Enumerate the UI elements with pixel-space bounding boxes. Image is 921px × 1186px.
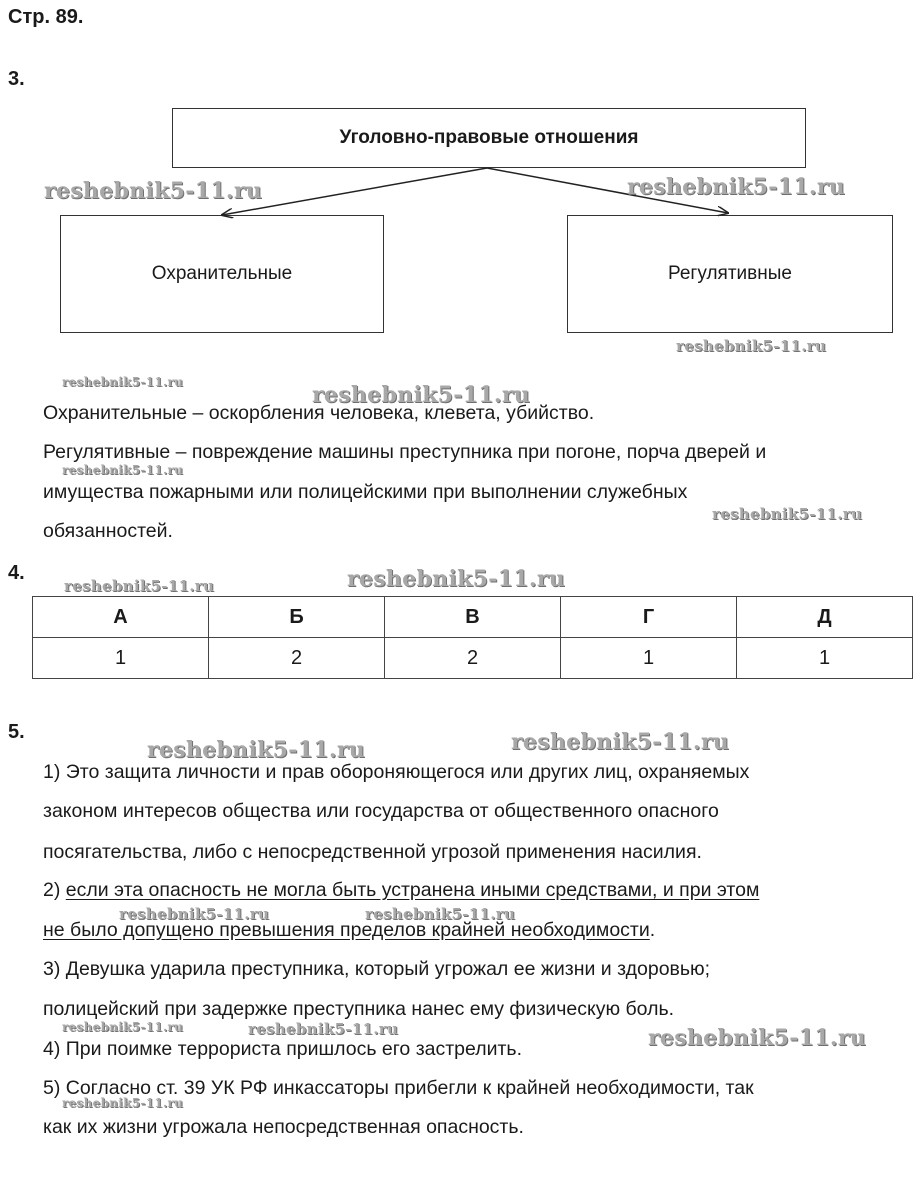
watermark: reshebnik5-11.ru: [64, 577, 215, 595]
watermark: reshebnik5-11.ru: [62, 463, 184, 477]
q5-line-3: посягательства, либо с непосредственной угрозой применения насилия.: [43, 841, 702, 863]
watermark: reshebnik5-11.ru: [648, 1025, 867, 1051]
watermark: reshebnik5-11.ru: [248, 1020, 399, 1038]
watermark: reshebnik5-11.ru: [62, 1020, 184, 1034]
q5-item-2-underlined-b: не было допущено превышения пределов крайней необходимости: [43, 919, 650, 941]
table-header-cell: Д: [737, 597, 913, 638]
q5-line-10: как их жизни угрожала непосредственная опасность.: [43, 1116, 524, 1138]
q5-line-8: 4) При поимке террориста пришлось его застрелить.: [43, 1038, 522, 1060]
table-header-cell: Г: [561, 597, 737, 638]
watermark: reshebnik5-11.ru: [312, 382, 531, 408]
table-header-cell: А: [33, 597, 209, 638]
question-5-number: 5.: [8, 721, 25, 743]
answers-table: [32, 596, 913, 679]
q5-item-2-period: .: [649, 919, 656, 941]
diagram-root-label: Уголовно-правовые отношения: [339, 127, 639, 148]
table-cell: 2: [385, 638, 561, 679]
q5-line-9: 5) Согласно ст. 39 УК РФ инкассаторы прибегли к крайней необходимости, так: [43, 1077, 754, 1099]
watermark: reshebnik5-11.ru: [62, 1096, 184, 1110]
q5-item-2-underlined-a: если эта опасность не могла быть устранена иными средствами, и при этом: [65, 879, 760, 901]
diagram-arrows: [0, 0, 921, 260]
table-header-cell: Б: [209, 597, 385, 638]
question-3-number: 3.: [8, 68, 25, 90]
question-4-number: 4.: [8, 562, 25, 584]
q5-line-7: полицейский при задержке преступника нанес ему физическую боль.: [43, 998, 675, 1020]
watermark: reshebnik5-11.ru: [365, 905, 516, 923]
watermark: reshebnik5-11.ru: [627, 174, 846, 200]
table-cell: 1: [737, 638, 913, 679]
page-number: Стр. 89.: [8, 6, 84, 28]
watermark: reshebnik5-11.ru: [347, 566, 566, 592]
watermark: reshebnik5-11.ru: [119, 905, 270, 923]
table-row: [33, 638, 913, 679]
q5-line-1: 1) Это защита личности и прав обороняющегося или других лиц, охраняемых: [43, 761, 750, 783]
q3-line-1: Охранительные – оскорбления человека, клевета, убийство.: [43, 402, 595, 424]
q3-line-3: имущества пожарными или полицейскими при выполнении служебных: [43, 481, 688, 503]
watermark: reshebnik5-11.ru: [712, 505, 863, 523]
table-cell: 1: [33, 638, 209, 679]
table-cell: 1: [561, 638, 737, 679]
diagram-right-label: Регулятивные: [668, 263, 792, 284]
q5-item-2-prefix: 2): [43, 879, 66, 901]
watermark: reshebnik5-11.ru: [147, 737, 366, 763]
watermark: reshebnik5-11.ru: [44, 178, 263, 204]
table-header-row: [33, 597, 913, 638]
watermark: reshebnik5-11.ru: [676, 337, 827, 355]
q5-line-4: [43, 880, 759, 900]
table-header-cell: В: [385, 597, 561, 638]
q5-line-6: 3) Девушка ударила преступника, который угрожал ее жизни и здоровью;: [43, 958, 711, 980]
diagram-left-label: Охранительные: [151, 263, 293, 284]
watermark: reshebnik5-11.ru: [511, 729, 730, 755]
q5-line-2: законом интересов общества или государства от общественного опасного: [43, 800, 719, 822]
table-cell: 2: [209, 638, 385, 679]
q5-line-5: [43, 920, 655, 940]
q3-line-2: Регулятивные – повреждение машины преступника при погоне, порча дверей и: [43, 441, 767, 463]
q3-line-4: обязанностей.: [43, 520, 173, 542]
watermark: reshebnik5-11.ru: [62, 375, 184, 389]
